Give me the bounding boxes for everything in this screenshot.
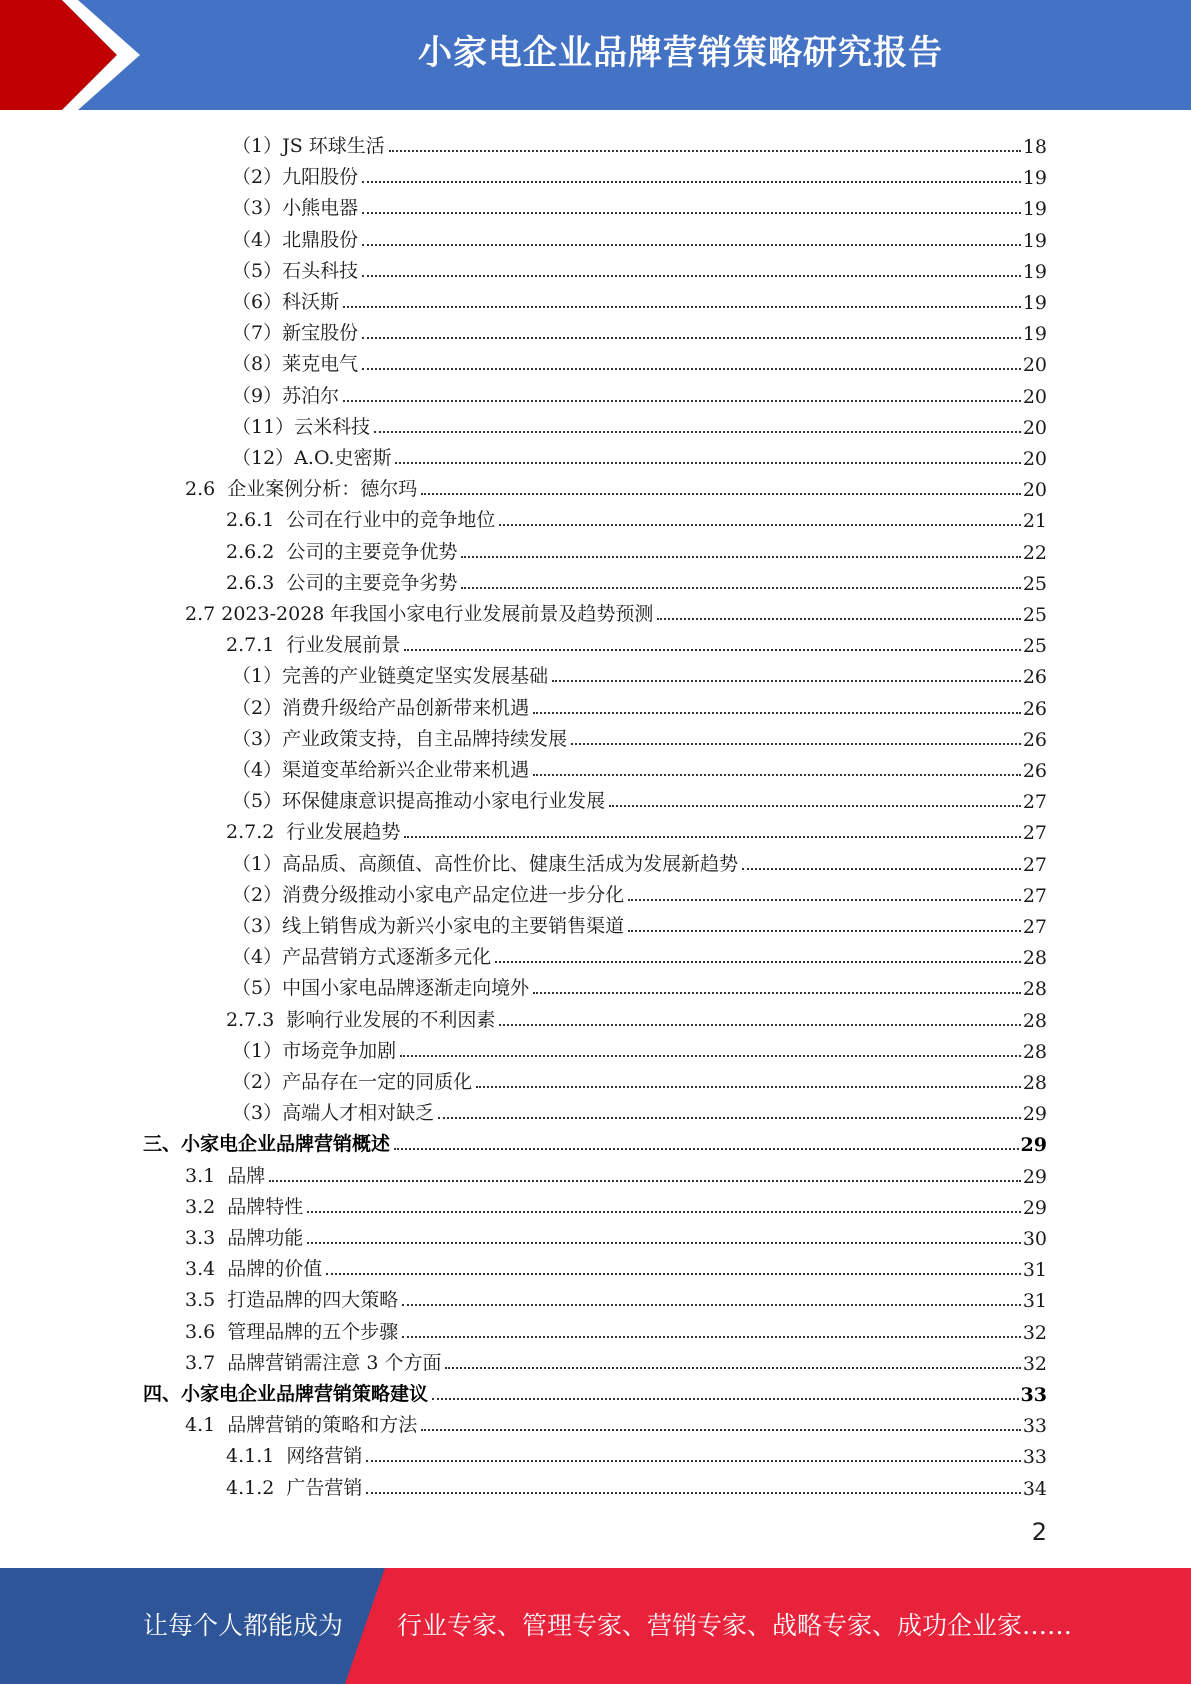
toc-entry[interactable] — [226, 501, 1047, 532]
toc-entry-label: 2.7.2 行业发展趋势 — [226, 821, 401, 844]
toc-dot-leader — [657, 618, 1020, 620]
toc-entry-label: （2）消费升级给产品创新带来机遇 — [232, 696, 530, 719]
toc-entry-page: 19 — [1022, 198, 1047, 221]
toc-entry[interactable] — [185, 1313, 1047, 1344]
toc-entry-label: 4.1.1 网络营销 — [226, 1445, 363, 1468]
toc-entry-label: （4）北鼎股份 — [232, 228, 359, 251]
toc-entry-page: 33 — [1022, 1446, 1047, 1469]
toc-entry-page: 20 — [1022, 479, 1047, 502]
toc-entry-label: （3）产业政策支持，自主品牌持续发展 — [232, 727, 568, 750]
toc-entry-page: 25 — [1022, 604, 1047, 626]
toc-entry-page: 20 — [1022, 354, 1047, 377]
toc-dot-leader — [307, 1242, 1021, 1244]
toc-entry[interactable] — [143, 1125, 1047, 1156]
toc-dot-leader — [362, 244, 1021, 246]
toc-entry-page: 27 — [1022, 791, 1047, 814]
toc-entry-label: 3.3 品牌功能 — [185, 1227, 304, 1249]
toc-entry-page: 29 — [1022, 1103, 1047, 1126]
page-footer — [0, 1568, 1191, 1684]
header-arrow-decoration — [0, 0, 160, 110]
toc-entry-label: （7）新宝股份 — [232, 322, 359, 345]
toc-entry-page: 26 — [1022, 666, 1047, 689]
toc-dot-leader — [404, 836, 1020, 838]
toc-entry-label: （3）小熊电器 — [232, 197, 359, 220]
toc-entry-label: （4）产品营销方式逐渐多元化 — [232, 946, 492, 969]
toc-entry[interactable] — [232, 657, 1047, 688]
toc-entry[interactable] — [232, 1032, 1047, 1063]
page-header — [0, 0, 1191, 110]
toc-dot-leader — [307, 1211, 1021, 1213]
toc-dot-leader — [445, 1367, 1020, 1369]
toc-entry-label: 3.1 品牌 — [185, 1164, 266, 1187]
toc-entry-label: （1）完善的产业链奠定坚实发展基础 — [232, 665, 549, 688]
toc-entry-page: 33 — [1020, 1384, 1047, 1406]
toc-entry-page: 18 — [1022, 136, 1047, 158]
toc-dot-leader — [552, 680, 1021, 682]
toc-entry-label: （5）中国小家电品牌逐渐走向境外 — [232, 977, 530, 1000]
toc-entry-label: 3.2 品牌特性 — [185, 1195, 304, 1218]
toc-entry[interactable] — [232, 283, 1047, 314]
toc-dot-leader — [609, 805, 1021, 807]
toc-entry[interactable] — [226, 626, 1047, 657]
toc-entry-label: 三、小家电企业品牌营销概述 — [143, 1133, 391, 1156]
toc-entry-label: 2.6.3 公司的主要竞争劣势 — [226, 571, 458, 594]
toc-dot-leader — [533, 712, 1021, 714]
toc-entry-page: 28 — [1022, 947, 1047, 970]
toc-entry-page: 26 — [1022, 697, 1047, 720]
toc-dot-leader — [395, 462, 1020, 464]
toc-entry[interactable] — [185, 1188, 1047, 1219]
toc-entry-page: 19 — [1022, 323, 1047, 346]
toc-entry[interactable] — [232, 689, 1047, 720]
toc-entry-label: 2.7 2023-2028 年我国小家电行业发展前景及趋势预测 — [185, 603, 654, 625]
toc-dot-leader — [366, 1492, 1020, 1494]
toc-entry-page: 25 — [1022, 635, 1047, 658]
toc-entry-label: 2.6.1 公司在行业中的竞争地位 — [226, 509, 496, 532]
toc-entry-page: 28 — [1022, 1009, 1047, 1032]
toc-entry[interactable] — [185, 470, 1047, 501]
toc-entry-page: 34 — [1022, 1477, 1047, 1500]
toc-entry-label: （2）产品存在一定的同质化 — [232, 1071, 473, 1093]
toc-entry-label: （5）石头科技 — [232, 259, 359, 282]
toc-entry[interactable] — [232, 720, 1047, 751]
toc-entry[interactable] — [232, 345, 1047, 376]
toc-dot-leader — [362, 275, 1021, 277]
toc-dot-leader — [343, 400, 1021, 402]
toc-entry-label: 2.7.1 行业发展前景 — [226, 634, 401, 657]
toc-entry-page: 19 — [1022, 229, 1047, 252]
toc-entry-page: 28 — [1022, 978, 1047, 1001]
toc-entry[interactable] — [232, 408, 1047, 439]
toc-entry-label: 4.1 品牌营销的策略和方法 — [185, 1414, 418, 1437]
toc-entry-page: 32 — [1022, 1321, 1047, 1344]
toc-entry-page: 32 — [1022, 1352, 1047, 1375]
toc-entry[interactable] — [232, 314, 1047, 345]
toc-entry-page: 27 — [1022, 822, 1047, 845]
toc-entry[interactable] — [226, 813, 1047, 844]
toc-dot-leader — [421, 1429, 1021, 1431]
toc-entry-label: （1）高品质、高颜值、高性价比、健康生活成为发展新趋势 — [232, 852, 739, 875]
toc-dot-leader — [326, 1273, 1021, 1275]
toc-entry[interactable] — [226, 1437, 1047, 1468]
toc-entry[interactable] — [185, 1281, 1047, 1312]
toc-entry[interactable] — [185, 595, 1047, 626]
toc-dot-leader — [400, 1055, 1021, 1057]
toc-dot-leader — [374, 431, 1021, 433]
document-title: 小家电企业品牌营销策略研究报告 — [418, 33, 943, 73]
toc-entry-label: （3）高端人才相对缺乏 — [232, 1102, 435, 1125]
toc-dot-leader — [394, 1148, 1019, 1150]
toc-entry-page: 21 — [1022, 510, 1047, 533]
toc-dot-leader — [742, 868, 1021, 870]
toc-entry-label: （12）A.O.史密斯 — [232, 447, 392, 469]
toc-dot-leader — [476, 1086, 1021, 1088]
toc-entry-page: 19 — [1022, 167, 1047, 190]
toc-entry[interactable] — [232, 1063, 1047, 1094]
toc-entry-page: 25 — [1022, 572, 1047, 595]
toc-dot-leader — [269, 1180, 1021, 1182]
toc-dot-leader — [461, 587, 1020, 589]
toc-dot-leader — [389, 150, 1021, 152]
toc-entry-page: 19 — [1022, 292, 1047, 314]
toc-entry[interactable] — [232, 938, 1047, 969]
toc-entry[interactable] — [232, 1094, 1047, 1125]
toc-entry-page: 20 — [1022, 448, 1047, 470]
toc-dot-leader — [362, 337, 1021, 339]
toc-entry[interactable] — [232, 969, 1047, 1000]
toc-entry-label: （2）消费分级推动小家电产品定位进一步分化 — [232, 883, 625, 906]
toc-entry-page: 27 — [1022, 853, 1047, 876]
toc-dot-leader — [499, 1024, 1020, 1026]
toc-entry-page: 28 — [1022, 1040, 1047, 1063]
toc-entry-label: 4.1.2 广告营销 — [226, 1476, 363, 1499]
toc-entry[interactable] — [226, 1001, 1047, 1032]
toc-entry[interactable] — [232, 127, 1047, 158]
toc-entry-label: （8）莱克电气 — [232, 353, 359, 376]
toc-entry-page: 29 — [1022, 1196, 1047, 1219]
page-number: 2 — [1031, 1518, 1047, 1546]
toc-dot-leader — [421, 493, 1021, 495]
toc-entry[interactable] — [226, 533, 1047, 564]
toc-entry-label: （1）市场竞争加剧 — [232, 1039, 397, 1062]
toc-dot-leader — [362, 181, 1021, 183]
toc-entry-label: 3.4 品牌的价值 — [185, 1258, 323, 1281]
toc-entry-label: （1）JS 环球生活 — [232, 135, 385, 157]
toc-dot-leader — [362, 368, 1021, 370]
toc-dot-leader — [533, 992, 1021, 994]
toc-entry[interactable] — [232, 158, 1047, 189]
toc-dot-leader — [499, 524, 1020, 526]
toc-entry[interactable] — [185, 1344, 1047, 1375]
toc-entry[interactable] — [232, 876, 1047, 907]
toc-entry-label: 2.6 企业案例分析：德尔玛 — [185, 478, 418, 501]
toc-entry-page: 20 — [1022, 385, 1047, 408]
toc-entry-label: （5）环保健康意识提高推动小家电行业发展 — [232, 790, 606, 813]
toc-entry-page: 20 — [1022, 416, 1047, 439]
toc-entry-label: （11）云米科技 — [232, 415, 371, 438]
toc-dot-leader — [628, 899, 1021, 901]
toc-dot-leader — [533, 774, 1021, 776]
toc-entry[interactable] — [232, 377, 1047, 408]
toc-entry-label: 2.7.3 影响行业发展的不利因素 — [226, 1008, 496, 1031]
toc-entry[interactable] — [232, 845, 1047, 876]
toc-entry[interactable] — [232, 782, 1047, 813]
footer-slogan-left: 让每个人都能成为 — [143, 1611, 344, 1640]
toc-entry[interactable] — [232, 907, 1047, 938]
toc-dot-leader — [495, 961, 1021, 963]
toc-entry[interactable] — [226, 1469, 1047, 1500]
toc-entry-label: （6）科沃斯 — [232, 291, 340, 313]
toc-entry-label: 3.6 管理品牌的五个步骤 — [185, 1320, 399, 1343]
toc-dot-leader — [571, 743, 1021, 745]
toc-dot-leader — [461, 556, 1020, 558]
toc-entry[interactable] — [143, 1375, 1047, 1406]
toc-dot-leader — [362, 212, 1021, 214]
toc-entry[interactable] — [185, 1219, 1047, 1250]
toc-entry-page: 29 — [1020, 1134, 1047, 1157]
toc-entry-label: 3.5 打造品牌的四大策略 — [185, 1289, 399, 1312]
toc-dot-leader — [402, 1304, 1021, 1306]
toc-dot-leader — [438, 1117, 1021, 1119]
toc-entry[interactable] — [232, 189, 1047, 220]
toc-entry-label: （3）线上销售成为新兴小家电的主要销售渠道 — [232, 915, 625, 937]
toc-entry-page: 28 — [1022, 1072, 1047, 1094]
toc-entry-page: 30 — [1022, 1228, 1047, 1250]
toc-entry-label: 四、小家电企业品牌营销策略建议 — [143, 1383, 429, 1405]
toc-entry-page: 31 — [1022, 1290, 1047, 1313]
toc-entry[interactable] — [226, 564, 1047, 595]
toc-entry[interactable] — [232, 751, 1047, 782]
toc-entry-page: 26 — [1022, 760, 1047, 782]
toc-entry-page: 27 — [1022, 884, 1047, 907]
toc-entry-label: 2.6.2 公司的主要竞争优势 — [226, 540, 458, 563]
toc-entry-page: 22 — [1022, 541, 1047, 564]
toc-entry[interactable] — [185, 1406, 1047, 1437]
toc-entry[interactable] — [185, 1157, 1047, 1188]
toc-dot-leader — [404, 649, 1020, 651]
toc-entry-page: 29 — [1022, 1165, 1047, 1188]
toc-entry-label: （2）九阳股份 — [232, 166, 359, 189]
toc-entry-label: （4）渠道变革给新兴企业带来机遇 — [232, 759, 530, 781]
toc-dot-leader — [366, 1460, 1020, 1462]
toc-entry-label: 3.7 品牌营销需注意 3 个方面 — [185, 1351, 442, 1374]
toc-entry-page: 27 — [1022, 916, 1047, 938]
toc-entry-page: 33 — [1022, 1415, 1047, 1438]
toc-entry[interactable] — [232, 252, 1047, 283]
toc-dot-leader — [343, 306, 1021, 308]
toc-entry[interactable] — [232, 439, 1047, 470]
toc-entry[interactable] — [232, 221, 1047, 252]
toc-dot-leader — [432, 1398, 1019, 1400]
toc-entry-label: （9）苏泊尔 — [232, 384, 340, 407]
toc-entry-page: 31 — [1022, 1259, 1047, 1282]
toc-entry-page: 19 — [1022, 260, 1047, 283]
toc-dot-leader — [628, 930, 1021, 932]
toc-entry[interactable] — [185, 1250, 1047, 1281]
toc-entry-page: 26 — [1022, 728, 1047, 751]
footer-slogan-right: 行业专家、管理专家、营销专家、战略专家、成功企业家…… — [397, 1611, 1073, 1640]
toc-dot-leader — [402, 1336, 1021, 1338]
